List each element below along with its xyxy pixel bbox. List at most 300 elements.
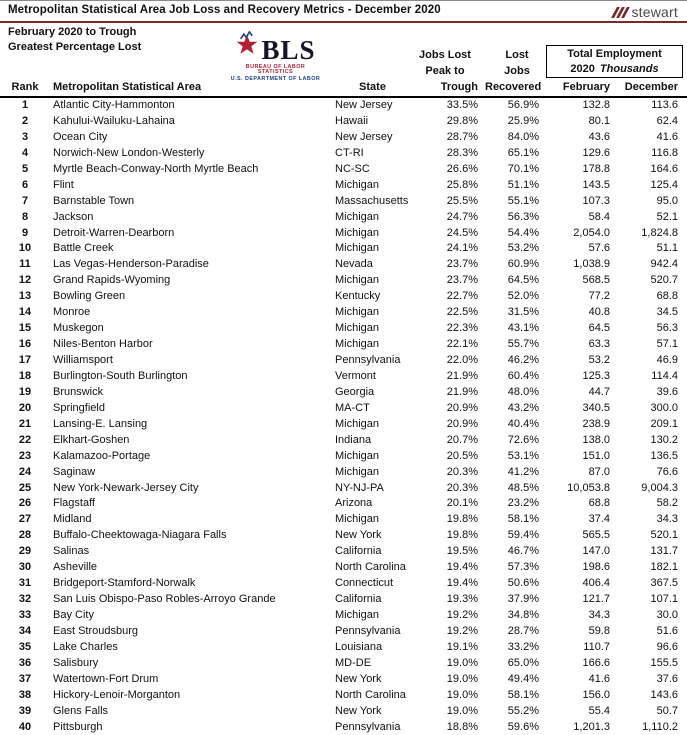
jobs-lost-cell: 20.1% (446, 497, 478, 510)
table-row (0, 465, 687, 481)
rank-cell: 6 (21, 178, 29, 191)
recovered-cell: 40.4% (507, 417, 539, 430)
recovered-cell: 51.1% (507, 178, 539, 191)
stewart-slashes-icon (614, 7, 628, 18)
jobs-lost-line1: Jobs Lost (419, 49, 471, 61)
jobs-lost-cell: 25.5% (446, 194, 478, 207)
msa-cell: Hickory-Lenoir-Morganton (53, 688, 181, 701)
rank-cell: 8 (21, 210, 29, 223)
december-cell: 942.4 (650, 258, 678, 271)
february-cell: 143.5 (582, 178, 610, 191)
rank-cell: 16 (18, 338, 32, 351)
table-row (0, 592, 687, 608)
recovered-cell: 31.5% (507, 306, 539, 319)
table-row (0, 146, 687, 162)
february-cell: 565.5 (582, 529, 610, 542)
msa-cell: Grand Rapids-Wyoming (53, 274, 171, 287)
state-cell: NC-SC (335, 162, 370, 175)
february-cell: 37.4 (588, 513, 610, 526)
recovered-cell: 53.2% (507, 242, 539, 255)
state-cell: MA-CT (335, 401, 370, 414)
february-cell: 568.5 (582, 274, 610, 287)
february-cell: 406.4 (582, 577, 610, 590)
msa-cell: Ocean City (53, 130, 108, 143)
state-cell: Michigan (335, 417, 380, 430)
december-cell: 37.6 (656, 672, 678, 685)
recovered-cell: 23.2% (507, 497, 539, 510)
state-cell: California (335, 545, 382, 558)
recovered-cell: 50.6% (507, 577, 539, 590)
december-cell: 76.6 (656, 465, 678, 478)
table-row (0, 624, 687, 640)
february-cell: 129.6 (582, 146, 610, 159)
state-cell: New York (335, 672, 382, 685)
february-cell: 87.0 (588, 465, 610, 478)
table-row (0, 305, 687, 321)
table-row (0, 114, 687, 130)
december-cell: 182.1 (650, 561, 678, 574)
february-cell: 53.2 (588, 354, 610, 366)
february-cell: 107.3 (582, 194, 610, 207)
rank-cell: 9 (21, 226, 29, 239)
recovered-cell: 56.9% (507, 99, 539, 111)
column-header-msa: Metropolitan Statistical Area (53, 81, 202, 93)
jobs-lost-cell: 26.6% (446, 162, 478, 175)
jobs-lost-cell: 19.4% (446, 561, 478, 574)
recovered-cell: 65.0% (507, 656, 539, 669)
jobs-lost-cell: 22.3% (446, 322, 478, 335)
page-title: Metropolitan Statistical Area Job Loss and Recovery Metrics - December 2020 (8, 4, 441, 16)
december-cell: 9,004.3 (641, 481, 678, 494)
state-cell: MD-DE (335, 656, 372, 669)
rank-cell: 19 (18, 385, 32, 398)
rank-cell: 21 (18, 417, 32, 430)
recovered-cell: 41.2% (507, 465, 539, 478)
table-row (0, 194, 687, 210)
recovered-cell: 52.0% (507, 290, 539, 303)
jobs-lost-cell: 28.7% (446, 130, 478, 143)
february-cell: 57.6 (588, 242, 610, 255)
msa-cell: San Luis Obispo-Paso Robles-Arroyo Grande (53, 593, 276, 606)
february-cell: 340.5 (582, 401, 610, 414)
recovered-cell: 58.1% (507, 688, 539, 701)
jobs-lost-cell: 22.5% (446, 306, 478, 319)
rank-cell: 34 (18, 624, 32, 637)
msa-cell: Lake Charles (53, 640, 118, 653)
recovered-cell: 46.7% (507, 545, 539, 558)
stewart-logo (614, 4, 678, 20)
state-cell: New Jersey (335, 130, 393, 143)
state-cell: North Carolina (335, 561, 406, 574)
rank-cell: 40 (18, 720, 32, 733)
recovered-cell: 43.1% (507, 322, 539, 335)
recovered-cell: 48.0% (507, 385, 539, 398)
rank-cell: 36 (18, 656, 32, 669)
recovered-cell: 57.3% (507, 561, 539, 574)
jobs-lost-cell: 24.1% (446, 242, 478, 255)
table-row (0, 98, 687, 114)
recovered-cell: 25.9% (507, 114, 539, 127)
recovered-cell: 72.6% (507, 433, 539, 446)
table-row (0, 226, 687, 242)
february-cell: 63.3 (588, 338, 610, 351)
rank-cell: 15 (18, 322, 32, 335)
rank-cell: 38 (18, 688, 32, 701)
state-cell: Michigan (335, 178, 380, 191)
december-cell: 164.6 (650, 162, 678, 175)
lost-jobs-line2: Jobs (504, 65, 530, 77)
subtitle-metric: Greatest Percentage Lost (8, 41, 142, 53)
table-row (0, 289, 687, 305)
rank-cell: 24 (18, 465, 32, 478)
table-row (0, 369, 687, 385)
table-row (0, 162, 687, 178)
december-cell: 41.6 (656, 130, 678, 143)
msa-cell: Muskegon (53, 322, 104, 335)
state-cell: CT-RI (335, 146, 364, 159)
jobs-lost-cell: 20.3% (446, 481, 478, 494)
december-cell: 34.5 (656, 306, 678, 319)
msa-cell: Lansing-E. Lansing (53, 417, 148, 430)
msa-cell: Norwich-New London-Westerly (53, 146, 205, 159)
jobs-lost-cell: 29.8% (446, 114, 478, 127)
jobs-lost-cell: 25.8% (446, 178, 478, 191)
recovered-cell: 84.0% (507, 130, 539, 143)
rank-cell: 4 (21, 146, 29, 159)
jobs-lost-cell: 21.9% (446, 385, 478, 398)
jobs-lost-cell: 19.2% (446, 609, 478, 621)
recovered-cell: 55.2% (507, 704, 539, 717)
recovered-cell: 55.7% (507, 338, 539, 351)
state-cell: Louisiana (335, 640, 383, 653)
msa-cell: Bridgeport-Stamford-Norwalk (53, 577, 196, 590)
december-cell: 34.3 (656, 513, 678, 526)
december-cell: 51.1 (656, 242, 678, 255)
rank-cell: 10 (18, 242, 32, 255)
december-cell: 1,824.8 (641, 226, 678, 239)
state-cell: Michigan (335, 210, 380, 223)
december-cell: 116.8 (651, 146, 678, 159)
february-cell: 10,053.8 (567, 481, 610, 494)
recovered-cell: 64.5% (507, 274, 539, 287)
jobs-lost-cell: 18.8% (446, 720, 478, 733)
msa-cell: Barnstable Town (53, 194, 135, 207)
msa-cell: Monroe (53, 306, 91, 319)
rank-cell: 3 (21, 130, 29, 143)
december-cell: 46.9 (656, 354, 678, 366)
jobs-lost-cell: 20.3% (446, 465, 478, 478)
bls-logo (228, 31, 323, 82)
table-row (0, 257, 687, 273)
february-cell: 80.1 (588, 114, 610, 127)
table-row (0, 321, 687, 337)
recovered-cell: 60.4% (507, 369, 539, 382)
table-row (0, 481, 687, 497)
february-cell: 147.0 (582, 545, 610, 558)
state-cell: Michigan (335, 226, 380, 239)
state-cell: Connecticut (335, 577, 394, 590)
december-cell: 39.6 (656, 385, 678, 398)
total-employment-year: 2020 (570, 63, 595, 75)
december-cell: 520.7 (650, 274, 678, 287)
rank-cell: 20 (18, 401, 32, 414)
total-employment-box (546, 45, 683, 78)
recovered-cell: 56.3% (507, 210, 539, 223)
table-row (0, 273, 687, 289)
state-cell: Indiana (335, 433, 372, 446)
rank-cell: 35 (18, 640, 32, 653)
february-cell: 77.2 (588, 290, 610, 303)
state-cell: Michigan (335, 338, 380, 351)
february-cell: 1,038.9 (573, 258, 610, 271)
column-header-state: State (359, 81, 386, 93)
table-row (0, 210, 687, 226)
jobs-lost-cell: 19.8% (446, 513, 478, 526)
december-cell: 131.7 (650, 545, 678, 558)
rank-cell: 37 (18, 672, 32, 685)
jobs-lost-cell: 19.3% (446, 593, 478, 606)
table-row (0, 656, 687, 672)
msa-cell: Burlington-South Burlington (53, 369, 188, 382)
rank-cell: 14 (18, 306, 32, 319)
rank-cell: 39 (18, 704, 32, 717)
column-header-lost-jobs-upper (481, 47, 553, 79)
february-cell: 55.4 (588, 704, 610, 717)
table-row (0, 560, 687, 576)
state-cell: New York (335, 529, 382, 542)
recovered-cell: 59.4% (507, 529, 539, 542)
msa-cell: Asheville (53, 561, 98, 574)
msa-cell: Buffalo-Cheektowaga-Niagara Falls (53, 529, 227, 542)
december-cell: 57.1 (656, 338, 678, 351)
msa-cell: Elkhart-Goshen (53, 433, 130, 446)
february-cell: 110.7 (583, 640, 610, 653)
msa-cell: Brunswick (53, 385, 104, 398)
february-cell: 40.8 (588, 306, 610, 319)
february-cell: 132.8 (582, 99, 610, 111)
rank-cell: 5 (21, 162, 29, 175)
february-cell: 59.8 (588, 624, 610, 637)
state-cell: California (335, 593, 382, 606)
state-cell: Georgia (335, 385, 375, 398)
recovered-cell: 48.5% (507, 481, 539, 494)
december-cell: 209.1 (650, 417, 678, 430)
february-cell: 43.6 (588, 130, 610, 143)
msa-cell: Niles-Benton Harbor (53, 338, 153, 351)
rank-cell: 29 (18, 545, 32, 558)
jobs-lost-cell: 24.5% (446, 226, 478, 239)
december-cell: 130.2 (650, 433, 678, 446)
jobs-lost-cell: 19.0% (446, 688, 478, 701)
msa-cell: Williamsport (53, 354, 113, 366)
december-cell: 56.3 (656, 322, 678, 335)
jobs-lost-cell: 19.8% (446, 529, 478, 542)
february-cell: 198.6 (582, 561, 610, 574)
december-cell: 68.8 (656, 290, 678, 303)
rank-cell: 17 (18, 354, 32, 366)
column-header-row (0, 80, 687, 95)
column-header-trough: Trough (440, 81, 478, 93)
rank-cell: 12 (18, 274, 32, 287)
state-cell: Michigan (335, 513, 380, 526)
february-cell: 41.6 (588, 672, 610, 685)
table-row (0, 608, 687, 624)
recovered-cell: 55.1% (507, 194, 539, 207)
recovered-cell: 53.1% (507, 449, 539, 462)
table-row (0, 576, 687, 592)
table-row (0, 417, 687, 433)
state-cell: Michigan (335, 322, 380, 335)
jobs-lost-cell: 28.3% (446, 146, 478, 159)
msa-cell: Las Vegas-Henderson-Paradise (53, 258, 209, 271)
state-cell: Pennsylvania (335, 354, 401, 366)
table-row (0, 720, 687, 735)
recovered-cell: 43.2% (507, 401, 539, 414)
february-cell: 178.8 (582, 162, 610, 175)
table-row (0, 353, 687, 369)
december-cell: 155.5 (650, 656, 678, 669)
december-cell: 114.4 (651, 369, 678, 382)
state-cell: Arizona (335, 497, 373, 510)
msa-cell: Salinas (53, 545, 90, 558)
msa-cell: Midland (53, 513, 92, 526)
msa-cell: Battle Creek (53, 242, 114, 255)
december-cell: 96.6 (656, 640, 678, 653)
february-cell: 125.3 (582, 369, 610, 382)
msa-cell: Glens Falls (53, 704, 109, 717)
table-row (0, 178, 687, 194)
msa-cell: Saginaw (53, 465, 96, 478)
msa-cell: Salisbury (53, 656, 99, 669)
state-cell: Michigan (335, 274, 380, 287)
msa-cell: Flint (53, 178, 74, 191)
jobs-lost-cell: 19.0% (446, 656, 478, 669)
jobs-lost-cell: 22.0% (446, 354, 478, 366)
rank-cell: 33 (18, 609, 32, 621)
rank-cell: 31 (18, 577, 32, 590)
december-cell: 51.6 (656, 624, 678, 637)
jobs-lost-cell: 19.5% (446, 545, 478, 558)
rank-cell: 28 (18, 529, 32, 542)
recovered-cell: 49.4% (507, 672, 539, 685)
rank-cell: 7 (21, 194, 29, 207)
total-employment-unit: Thousands (599, 63, 659, 75)
rank-cell: 26 (18, 497, 32, 510)
rank-cell: 30 (18, 561, 32, 574)
table-row (0, 688, 687, 704)
msa-cell: New York-Newark-Jersey City (53, 481, 199, 494)
state-cell: Massachusetts (335, 194, 409, 207)
december-cell: 58.2 (656, 497, 678, 510)
december-cell: 143.6 (650, 688, 678, 701)
state-cell: Vermont (335, 369, 376, 382)
rank-cell: 27 (18, 513, 32, 526)
december-cell: 95.0 (656, 194, 678, 207)
december-cell: 300.0 (650, 401, 678, 414)
state-cell: Pennsylvania (335, 624, 401, 637)
state-cell: Hawaii (335, 114, 369, 127)
february-cell: 138.0 (582, 433, 610, 446)
msa-cell: Watertown-Fort Drum (53, 672, 159, 685)
jobs-lost-cell: 19.4% (446, 577, 478, 590)
title-divider-rule (0, 21, 687, 23)
state-cell: Michigan (335, 465, 380, 478)
jobs-lost-cell: 21.9% (446, 369, 478, 382)
column-header-february: February (562, 81, 610, 93)
december-cell: 520.1 (650, 529, 678, 542)
february-cell: 1,201.3 (573, 720, 610, 733)
recovered-cell: 59.6% (507, 720, 539, 733)
jobs-lost-cell: 20.7% (446, 433, 478, 446)
jobs-lost-cell: 23.7% (446, 274, 478, 287)
jobs-lost-cell: 22.1% (446, 338, 478, 351)
state-cell: NY-NJ-PA (335, 481, 384, 494)
table-row (0, 496, 687, 512)
jobs-lost-cell: 20.9% (446, 417, 478, 430)
recovered-cell: 58.1% (507, 513, 539, 526)
december-cell: 50.7 (656, 704, 678, 717)
february-cell: 64.5 (588, 322, 610, 335)
recovered-cell: 33.2% (507, 640, 539, 653)
december-cell: 125.4 (650, 178, 678, 191)
recovered-cell: 60.9% (507, 258, 539, 271)
december-cell: 62.4 (656, 114, 678, 127)
rank-cell: 11 (19, 258, 31, 271)
table-body (0, 98, 687, 735)
recovered-cell: 54.4% (507, 226, 539, 239)
state-cell: Michigan (335, 306, 380, 319)
february-cell: 34.3 (588, 609, 610, 621)
table-row (0, 401, 687, 417)
state-cell: Michigan (335, 449, 380, 462)
state-cell: North Carolina (335, 688, 406, 701)
table-row (0, 512, 687, 528)
february-cell: 44.7 (588, 385, 610, 398)
rank-cell: 2 (21, 114, 29, 127)
msa-cell: Bowling Green (53, 290, 126, 303)
rank-cell: 23 (18, 449, 32, 462)
february-cell: 166.6 (582, 656, 610, 669)
state-cell: Nevada (335, 258, 373, 271)
jobs-lost-cell: 23.7% (446, 258, 478, 271)
table-row (0, 449, 687, 465)
msa-cell: Atlantic City-Hammonton (53, 99, 175, 111)
state-cell: Pennsylvania (335, 720, 401, 733)
table-row (0, 385, 687, 401)
february-cell: 68.8 (588, 497, 610, 510)
msa-cell: Flagstaff (53, 497, 95, 510)
state-cell: New York (335, 704, 382, 717)
table-row (0, 640, 687, 656)
subtitle-period: February 2020 to Trough (8, 26, 137, 38)
recovered-cell: 37.9% (507, 593, 539, 606)
december-cell: 30.0 (656, 609, 678, 621)
jobs-lost-cell: 24.7% (446, 210, 478, 223)
bls-acronym: BLS (261, 35, 316, 66)
column-header-jobs-lost-upper (409, 47, 481, 79)
bls-star-icon (235, 31, 259, 62)
table-row (0, 544, 687, 560)
february-cell: 121.7 (582, 593, 610, 606)
msa-cell: Detroit-Warren-Dearborn (53, 226, 175, 239)
recovered-cell: 28.7% (507, 624, 539, 637)
recovered-cell: 34.8% (507, 609, 539, 621)
total-employment-subtitle (547, 62, 682, 77)
december-cell: 113.6 (651, 99, 678, 111)
table-row (0, 672, 687, 688)
february-cell: 156.0 (582, 688, 610, 701)
report-header (0, 1, 687, 98)
